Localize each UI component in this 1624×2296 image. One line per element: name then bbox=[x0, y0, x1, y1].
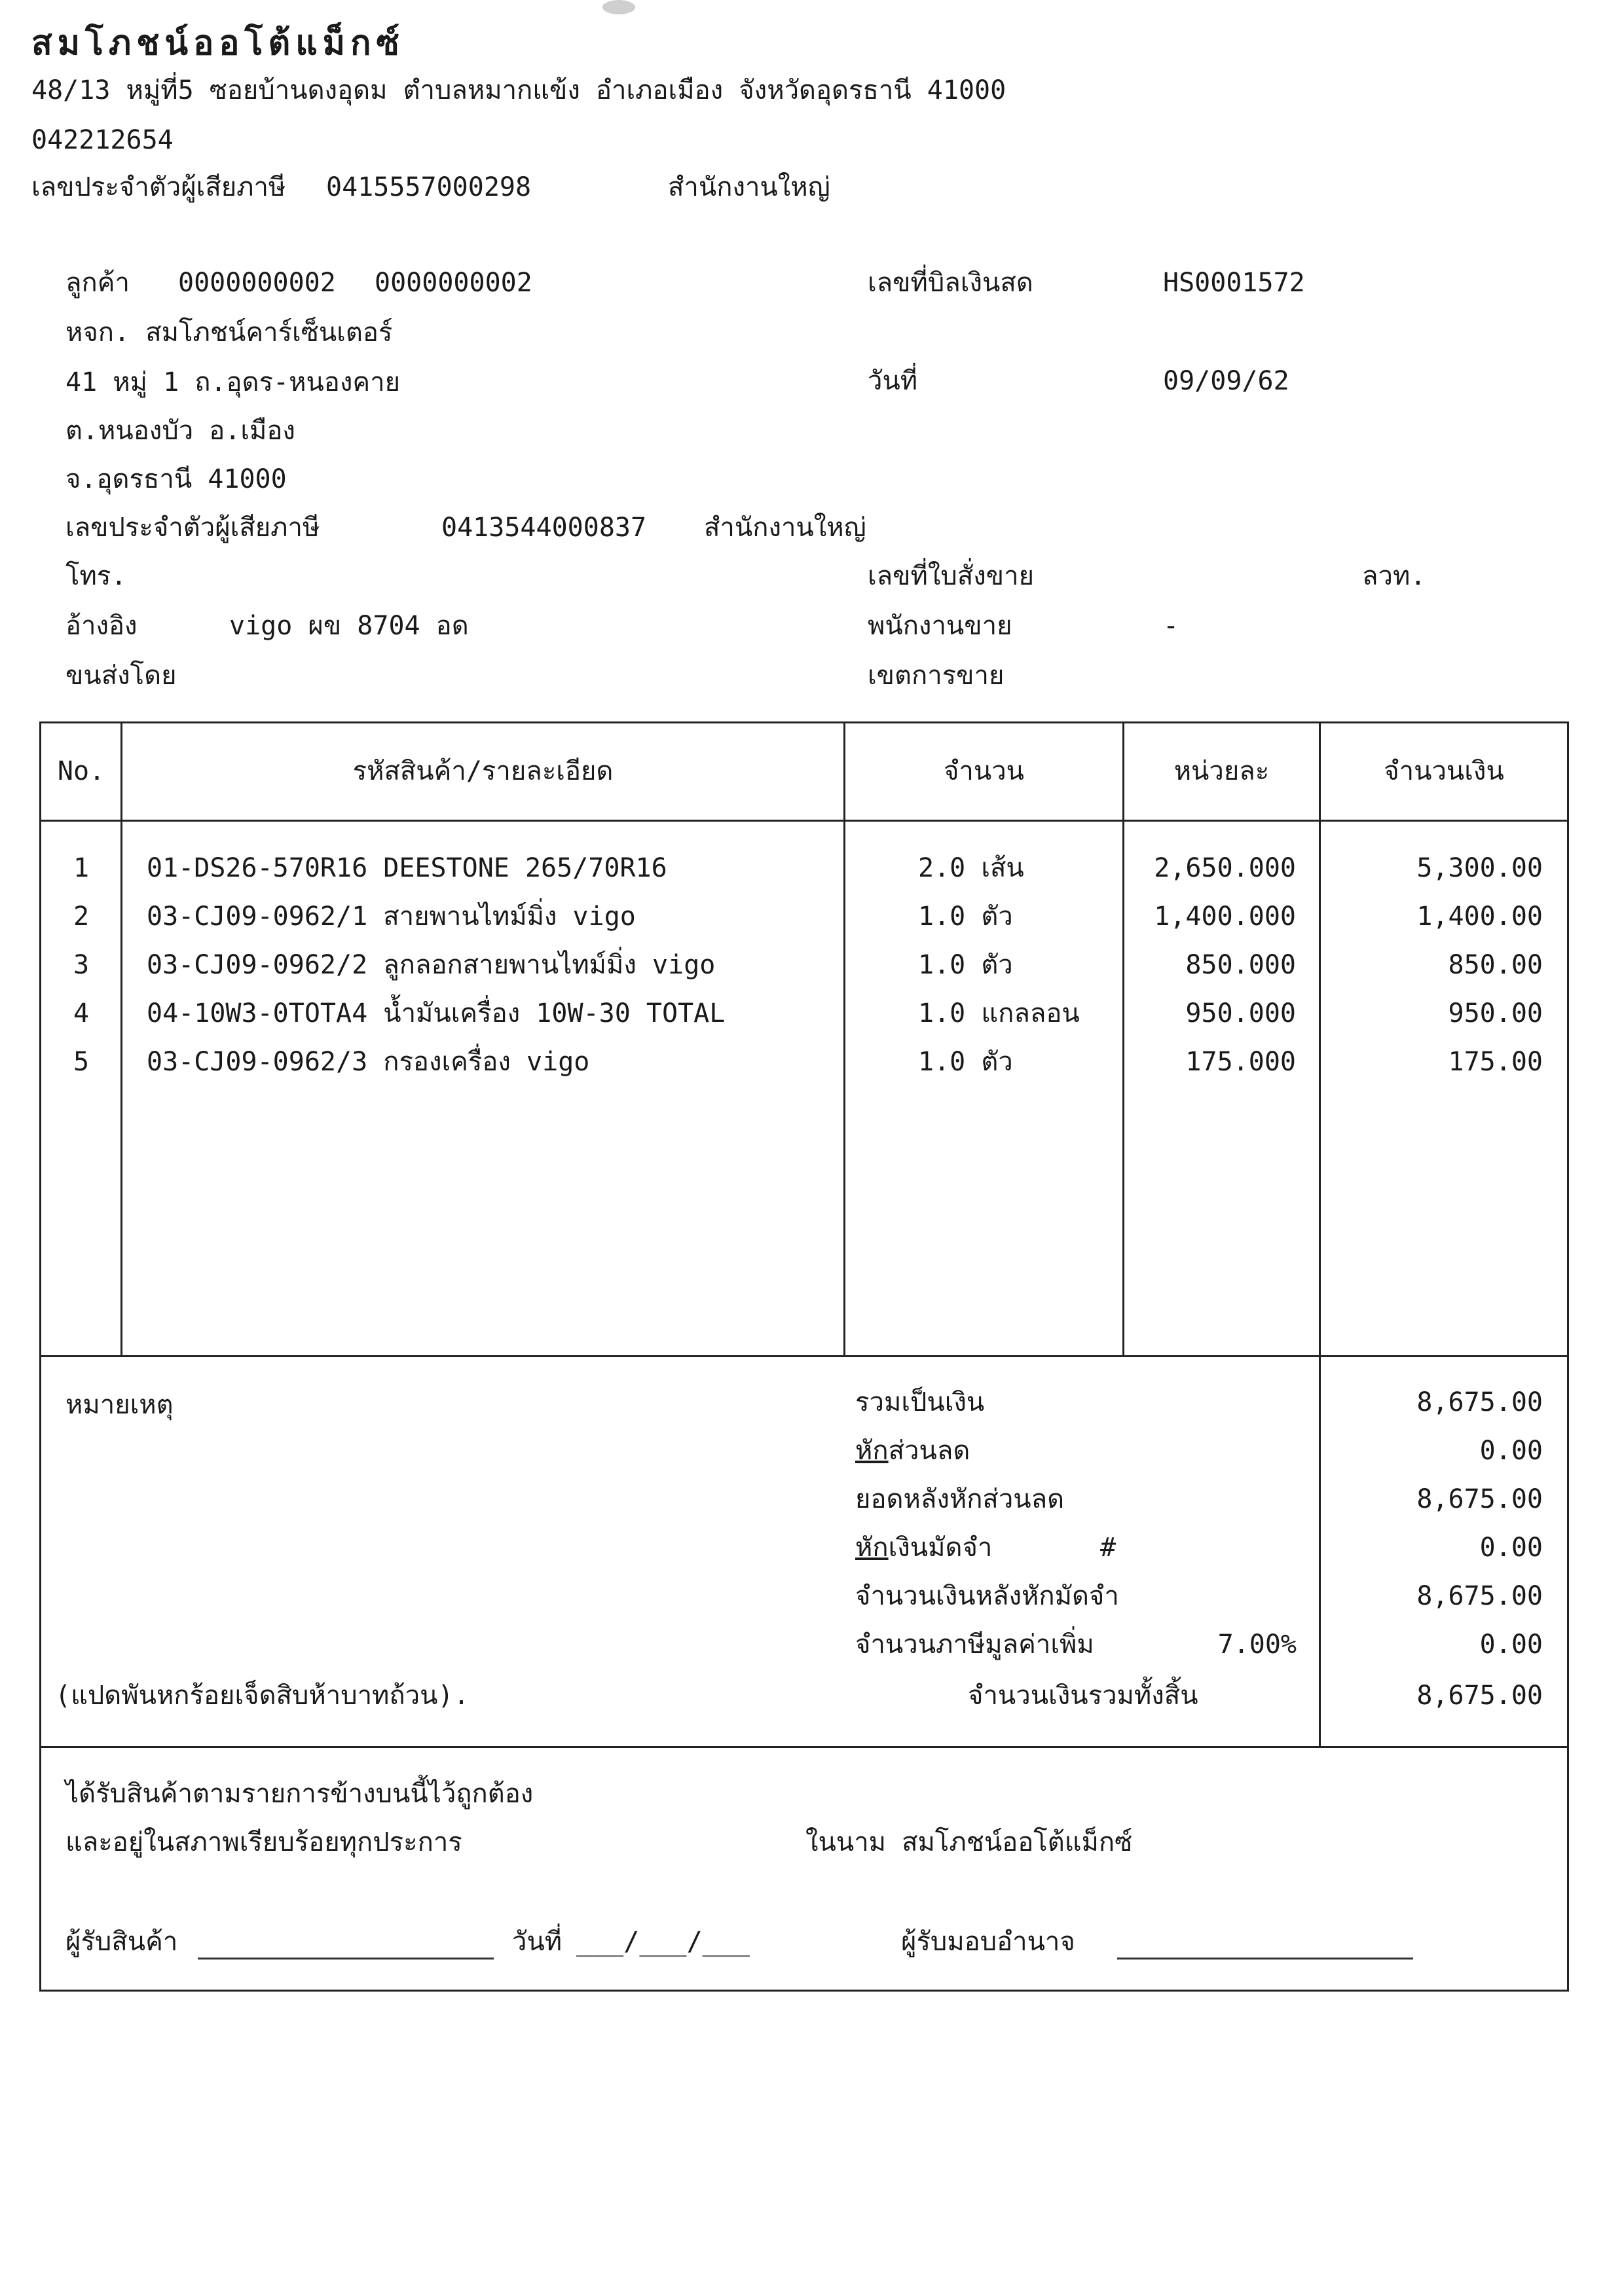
company-tax-id: 0415557000298 bbox=[326, 172, 532, 202]
sales-order-label: เลขที่ใบสั่งขาย bbox=[868, 561, 1035, 591]
discount-value: 0.00 bbox=[1479, 1436, 1543, 1466]
deposit-label-rest: เงินมัดจำ bbox=[888, 1533, 993, 1563]
bill-no-value: HS0001572 bbox=[1163, 268, 1305, 298]
th-no: No. bbox=[57, 756, 105, 786]
authorized-label: ผู้รับมอบอำนาจ bbox=[901, 1927, 1075, 1957]
customer-phone-label: โทร. bbox=[65, 561, 127, 591]
authorized-signature-line bbox=[1117, 1958, 1413, 1959]
row-amount: 1,400.00 bbox=[1416, 902, 1543, 932]
received-line2: และอยู่ในสภาพเรียบร้อยทุกประการ bbox=[65, 1827, 462, 1857]
subtotal-label: รวมเป็นเงิน bbox=[855, 1387, 985, 1417]
row-amount: 850.00 bbox=[1448, 950, 1543, 980]
bill-date-value: 09/09/62 bbox=[1163, 366, 1289, 396]
th-quantity: จำนวน bbox=[943, 756, 1025, 786]
company-branch: สำนักงานใหญ่ bbox=[668, 172, 830, 202]
row-no: 4 bbox=[73, 998, 90, 1029]
th-unit-price: หน่วยละ bbox=[1173, 756, 1270, 786]
customer-ship-label: ขนส่งโดย bbox=[65, 661, 177, 691]
discount-label-underlined: หัก bbox=[855, 1436, 889, 1466]
col-divider-qty bbox=[1122, 721, 1124, 1355]
row-amount: 5,300.00 bbox=[1416, 853, 1543, 883]
vat-label: จำนวนภาษีมูลค่าเพิ่ม bbox=[855, 1630, 1094, 1660]
row-amount: 950.00 bbox=[1448, 998, 1543, 1029]
row-no: 1 bbox=[73, 853, 90, 883]
customer-label: ลูกค้า bbox=[65, 268, 130, 298]
row-amount: 175.00 bbox=[1448, 1047, 1543, 1077]
discount-label-rest: ส่วนลด bbox=[888, 1436, 970, 1466]
company-address: 48/13 หมู่ที่5 ซอยบ้านดงอุดม ตำบลหมากแข้ง อำเภอเมือง จังหวัดอุดรธานี 41000 bbox=[31, 75, 1006, 105]
col-divider-no bbox=[120, 721, 122, 1355]
customer-code2: 0000000002 bbox=[375, 268, 532, 298]
deposit-value: 0.00 bbox=[1479, 1533, 1543, 1563]
row-quantity: 2.0 เส้น bbox=[918, 853, 1024, 883]
row-description: 04-10W3-0TOTA4 น้ำมันเครื่อง 10W-30 TOTAL bbox=[147, 998, 726, 1029]
row-no: 5 bbox=[73, 1047, 90, 1077]
customer-name: หจก. สมโภชน์คาร์เซ็นเตอร์ bbox=[65, 318, 393, 348]
customer-address-line1: 41 หมู่ 1 ถ.อุดร-หนองคาย bbox=[65, 367, 401, 397]
company-phone: 042212654 bbox=[31, 125, 174, 155]
row-description: 03-CJ09-0962/1 สายพานไทม์มิ่ง vigo bbox=[147, 902, 636, 932]
th-amount: จำนวนเงิน bbox=[1384, 756, 1504, 786]
after-discount-value: 8,675.00 bbox=[1416, 1484, 1543, 1514]
row-quantity: 1.0 ตัว bbox=[918, 1047, 1013, 1077]
received-line1: ได้รับสินค้าตามรายการข้างบนนี้ไว้ถูกต้อง bbox=[65, 1779, 534, 1809]
after-discount-label: ยอดหลังหักส่วนลด bbox=[855, 1484, 1065, 1514]
summary-bottom-divider bbox=[39, 1746, 1569, 1748]
company-name: สมโภชน์ออโต้แม็กซ์ bbox=[31, 24, 405, 63]
deposit-label-underlined: หัก bbox=[855, 1533, 889, 1563]
row-description: 03-CJ09-0962/2 ลูกลอกสายพานไทม์มิ่ง vigo bbox=[147, 950, 716, 980]
scan-mark bbox=[602, 0, 635, 14]
row-no: 3 bbox=[73, 950, 90, 980]
th-description: รหัสสินค้า/รายละเอียด bbox=[352, 756, 614, 786]
receive-date-label: วันที่ bbox=[512, 1927, 563, 1957]
on-behalf-of: ในนาม สมโภชน์ออโต้แม็กซ์ bbox=[805, 1827, 1133, 1857]
row-unit-price: 950.000 bbox=[1185, 998, 1296, 1029]
row-quantity: 1.0 ตัว bbox=[918, 950, 1013, 980]
vat-value: 0.00 bbox=[1479, 1630, 1543, 1660]
subtotal-value: 8,675.00 bbox=[1416, 1387, 1543, 1417]
bill-no-label: เลขที่บิลเงินสด bbox=[868, 268, 1033, 298]
salesperson-value: - bbox=[1163, 611, 1179, 641]
customer-tax-id: 0413544000837 bbox=[441, 513, 647, 543]
grand-total-value: 8,675.00 bbox=[1416, 1681, 1543, 1711]
items-bottom-divider bbox=[39, 1355, 1569, 1357]
sales-order-value: ลวท. bbox=[1362, 561, 1426, 591]
row-description: 01-DS26-570R16 DEESTONE 265/70R16 bbox=[147, 853, 667, 883]
discount-label bbox=[855, 1435, 970, 1467]
row-quantity: 1.0 แกลลอน bbox=[918, 998, 1080, 1029]
header-divider bbox=[39, 820, 1569, 822]
vat-rate: 7.00% bbox=[1217, 1630, 1297, 1660]
receive-date-blank: ___/___/___ bbox=[576, 1927, 750, 1957]
after-deposit-value: 8,675.00 bbox=[1416, 1581, 1543, 1611]
row-no: 2 bbox=[73, 902, 90, 932]
row-unit-price: 1,400.000 bbox=[1154, 902, 1296, 932]
customer-ref-value: vigo ผข 8704 อด bbox=[229, 611, 469, 641]
row-unit-price: 850.000 bbox=[1185, 950, 1296, 980]
row-unit-price: 2,650.000 bbox=[1154, 853, 1296, 883]
row-unit-price: 175.000 bbox=[1185, 1047, 1296, 1077]
sales-zone-label: เขตการขาย bbox=[868, 661, 1005, 691]
col-divider-desc bbox=[843, 721, 845, 1355]
grand-total-label: จำนวนเงินรวมทั้งสิ้น bbox=[968, 1681, 1198, 1711]
after-deposit-label: จำนวนเงินหลังหักมัดจำ bbox=[855, 1581, 1119, 1611]
customer-address-line3: จ.อุดรธานี 41000 bbox=[65, 464, 287, 494]
remark-label: หมายเหตุ bbox=[65, 1390, 174, 1420]
customer-code1: 0000000002 bbox=[178, 268, 336, 298]
deposit-hash: # bbox=[1100, 1533, 1116, 1563]
customer-tax-label: เลขประจำตัวผู้เสียภาษี bbox=[65, 513, 320, 543]
company-tax-label: เลขประจำตัวผู้เสียภาษี bbox=[31, 172, 286, 202]
receiver-label: ผู้รับสินค้า bbox=[65, 1927, 178, 1957]
customer-address-line2: ต.หนองบัว อ.เมือง bbox=[65, 416, 295, 446]
bill-date-label: วันที่ bbox=[868, 366, 918, 396]
amount-in-words: (แปดพันหกร้อยเจ็ดสิบห้าบาทถ้วน). bbox=[55, 1681, 470, 1711]
salesperson-label: พนักงานขาย bbox=[868, 611, 1012, 641]
row-description: 03-CJ09-0962/3 กรองเครื่อง vigo bbox=[147, 1047, 590, 1077]
customer-ref-label: อ้างอิง bbox=[65, 611, 138, 641]
receiver-signature-line bbox=[198, 1958, 494, 1959]
row-quantity: 1.0 ตัว bbox=[918, 902, 1013, 932]
customer-branch: สำนักงานใหญ่ bbox=[704, 513, 866, 543]
deposit-label bbox=[855, 1532, 992, 1563]
